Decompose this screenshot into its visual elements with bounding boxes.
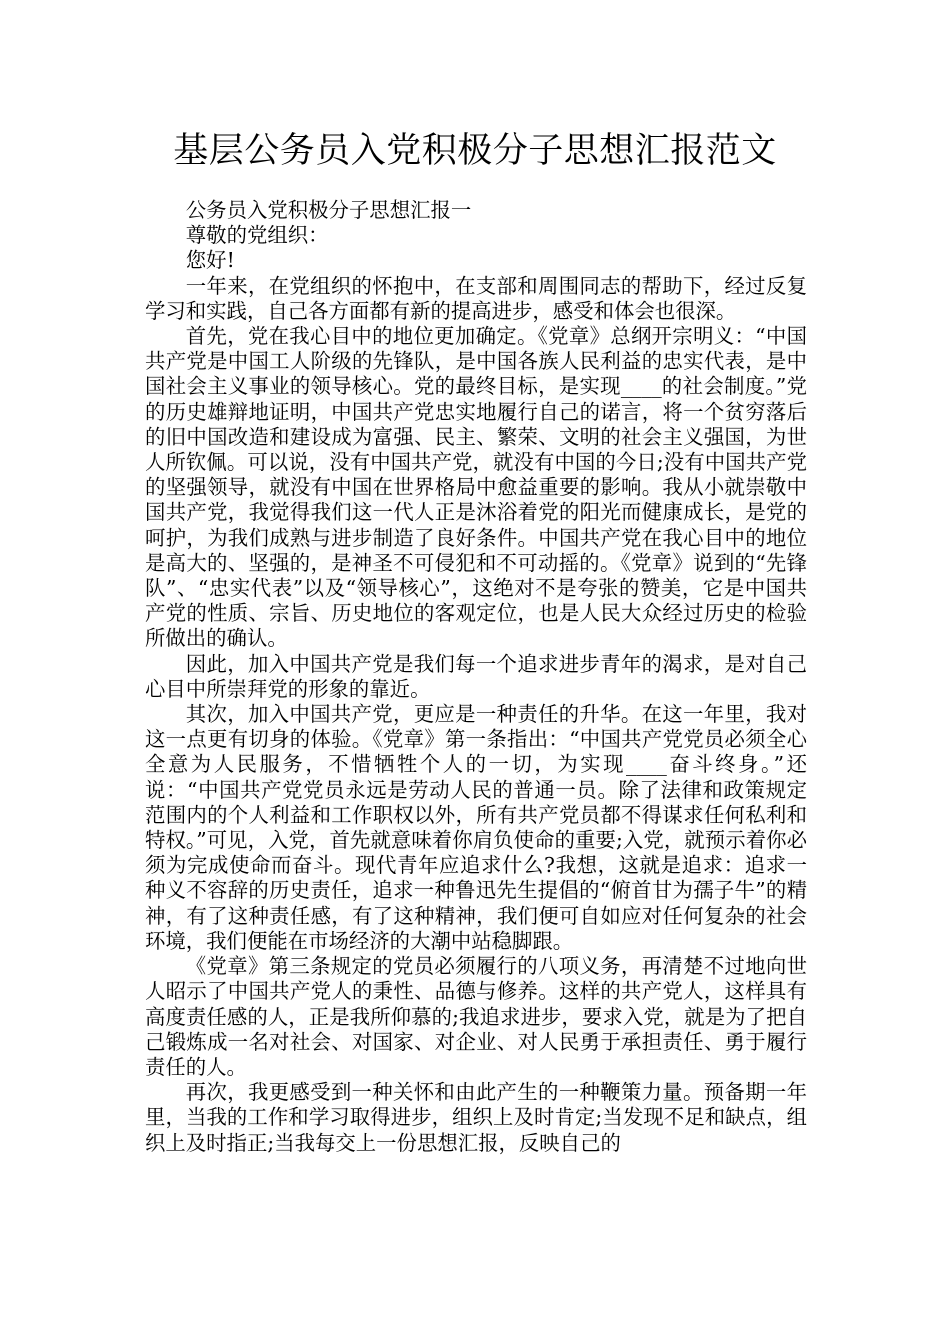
paragraph: 一年来，在党组织的怀抱中，在支部和周围同志的帮助下，经过反复学习和实践，自己各方面都有新的提高进步，感受和体会也很深。 bbox=[145, 273, 807, 323]
document-body bbox=[145, 198, 807, 1156]
paragraph: 公务员入党积极分子思想汇报一 bbox=[185, 198, 472, 222]
paragraph: 因此，加入中国共产党是我们每一个追求进步青年的渴求，是对自己心目中所崇拜党的形象的靠近。 bbox=[145, 651, 807, 701]
paragraph: 首先，党在我心目中的地位更加确定。《党章》总纲开宗明义：“中国共产党是中国工人阶级的先锋队，是中国各族人民利益的忠实代表，是中国社会主义事业的领导核心。党的最终目标，是实现____的社会制度。”党的历史雄辩地证明，中国共产党忠实地履行自己的诺言，将一个贫穷落后的旧中国改造和建设成为富强、民主、繁荣、文明的社会主义强国，为世人所钦佩。可以说，没有中国共产党，就没有中国的今日;没有中国共产党的坚强领导，就没有中国在世界格局中愈益重要的影响。我从小就崇敬中国共产党，我觉得我们这一代人正是沐浴着党的阳光而健康成长，是党的呵护，为我们成熟与进步制造了良好条件。中国共产党在我心目中的地位是高大的、坚强的，是神圣不可侵犯和不可动摇的。《党章》说到的“先锋队”、“忠实代表”以及“领导核心”，这绝对不是夸张的赞美，它是中国共产党的性质、宗旨、历史地位的客观定位，也是人民大众经过历史的检验所做出的确认。 bbox=[145, 324, 807, 651]
paragraph: 再次，我更感受到一种关怀和由此产生的一种鞭策力量。预备期一年里，当我的工作和学习取得进步，组织上及时肯定;当发现不足和缺点，组织上及时指正;当我每交上一份思想汇报，反映自己的 bbox=[145, 1080, 807, 1155]
document-title: 基层公务员入党积极分子思想汇报范文 bbox=[173, 131, 777, 171]
paragraph: 您好! bbox=[185, 248, 235, 273]
paragraph: 《党章》第三条规定的党员必须履行的八项义务，再清楚不过地向世人昭示了中国共产党人的秉性、品德与修养。这样的共产党人，这样具有高度责任感的人，正是我所仰慕的;我追求进步，要求入党，就是为了把自己锻炼成一名对社会、对国家、对企业、对人民勇于承担责任、勇于履行责任的人。 bbox=[145, 954, 807, 1079]
paragraph: 尊敬的党组织： bbox=[185, 223, 329, 248]
paragraph: 其次，加入中国共产党，更应是一种责任的升华。在这一年里，我对这一点更有切身的体验。《党章》第一条指出：“中国共产党党员必须全心全意为人民服务，不惜牺牲个人的一切，为实现____奋斗终身。”还说：“中国共产党党员永远是劳动人民的普通一员。除了法律和政策规定范围内的个人利益和工作职权以外，所有共产党员都不得谋求任何私利和特权。”可见，入党，首先就意味着你肩负使命的重要;入党，就预示着你必须为完成使命而奋斗。现代青年应追求什么?我想，这就是追求：追求一种义不容辞的历史责任，追求一种鲁迅先生提倡的“俯首甘为孺子牛”的精神，有了这种责任感，有了这种精神，我们便可自如应对任何复杂的社会环境，我们便能在市场经济的大潮中站稳脚跟。 bbox=[145, 702, 807, 953]
